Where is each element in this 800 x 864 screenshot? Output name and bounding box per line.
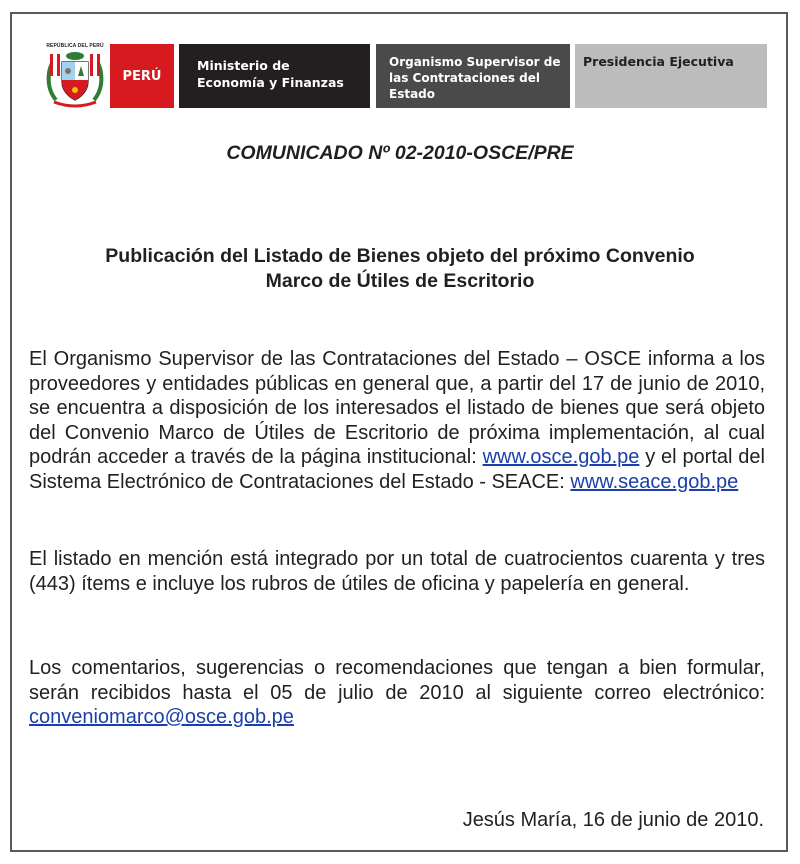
subtitle-line-1: Publicación del Listado de Bienes objeto del próximo Convenio	[105, 245, 695, 267]
paragraph-3	[29, 656, 765, 730]
coat-of-arms-icon	[44, 40, 106, 110]
header-banner	[0, 0, 800, 110]
subtitle-line-2: Marco de Útiles de Escritorio	[265, 270, 535, 292]
peru-label: PERÚ	[122, 68, 162, 84]
page-title: COMUNICADO Nº 02-2010-OSCE/PRE	[226, 142, 574, 164]
paragraph-2: El listado en mención está integrado por un total de cuatrocientos cuarenta y tres (443) ítems e incluye los rubros de útiles de oficina y papelería en general.	[29, 548, 765, 595]
ministerio-line-2: Economía y Finanzas	[197, 75, 344, 90]
organismo-line-3: Estado	[389, 87, 436, 101]
seace-link[interactable]: www.seace.gob.pe	[570, 470, 739, 493]
paragraph-3-text: Los comentarios, sugerencias o recomendaciones que tengan a bien formular, serán recibidos hasta el 05 de julio de 2010 al siguiente correo electrónico:	[29, 657, 765, 704]
peru-block	[110, 44, 174, 108]
paragraph-1-text-b: y el portal del Sistema Electrónico de Contrataciones del Estado - SEACE:	[29, 446, 765, 493]
organismo-line-2: las Contrataciones del	[389, 71, 541, 85]
ministerio-block	[179, 44, 370, 108]
ministerio-line-1: Ministerio de	[197, 58, 290, 73]
paragraph-1	[29, 347, 765, 494]
organismo-block	[376, 44, 570, 108]
date-signature: Jesús María, 16 de junio de 2010.	[462, 809, 764, 831]
document-subtitle	[30, 244, 770, 294]
email-link[interactable]: conveniomarco@osce.gob.pe	[29, 706, 294, 728]
presidencia-block	[575, 44, 767, 108]
paragraph-1-text-a: El Organismo Supervisor de las Contrataciones del Estado – OSCE informa a los proveedores y entidades públicas en general que, a partir del 17 de junio de 2010, se encuentra a disposición de los interesados el listado de bienes que será objeto del Convenio Marco de Útiles de Escritorio de próxima implementación, al cual podrán acceder a través de la página institucional:	[29, 348, 765, 468]
osce-link[interactable]: www.osce.gob.pe	[482, 446, 640, 468]
coat-of-arms-label: REPÚBLICA DEL PERÚ	[46, 43, 104, 49]
organismo-line-1: Organismo Supervisor de	[389, 55, 561, 69]
presidencia-label: Presidencia Ejecutiva	[583, 54, 734, 69]
